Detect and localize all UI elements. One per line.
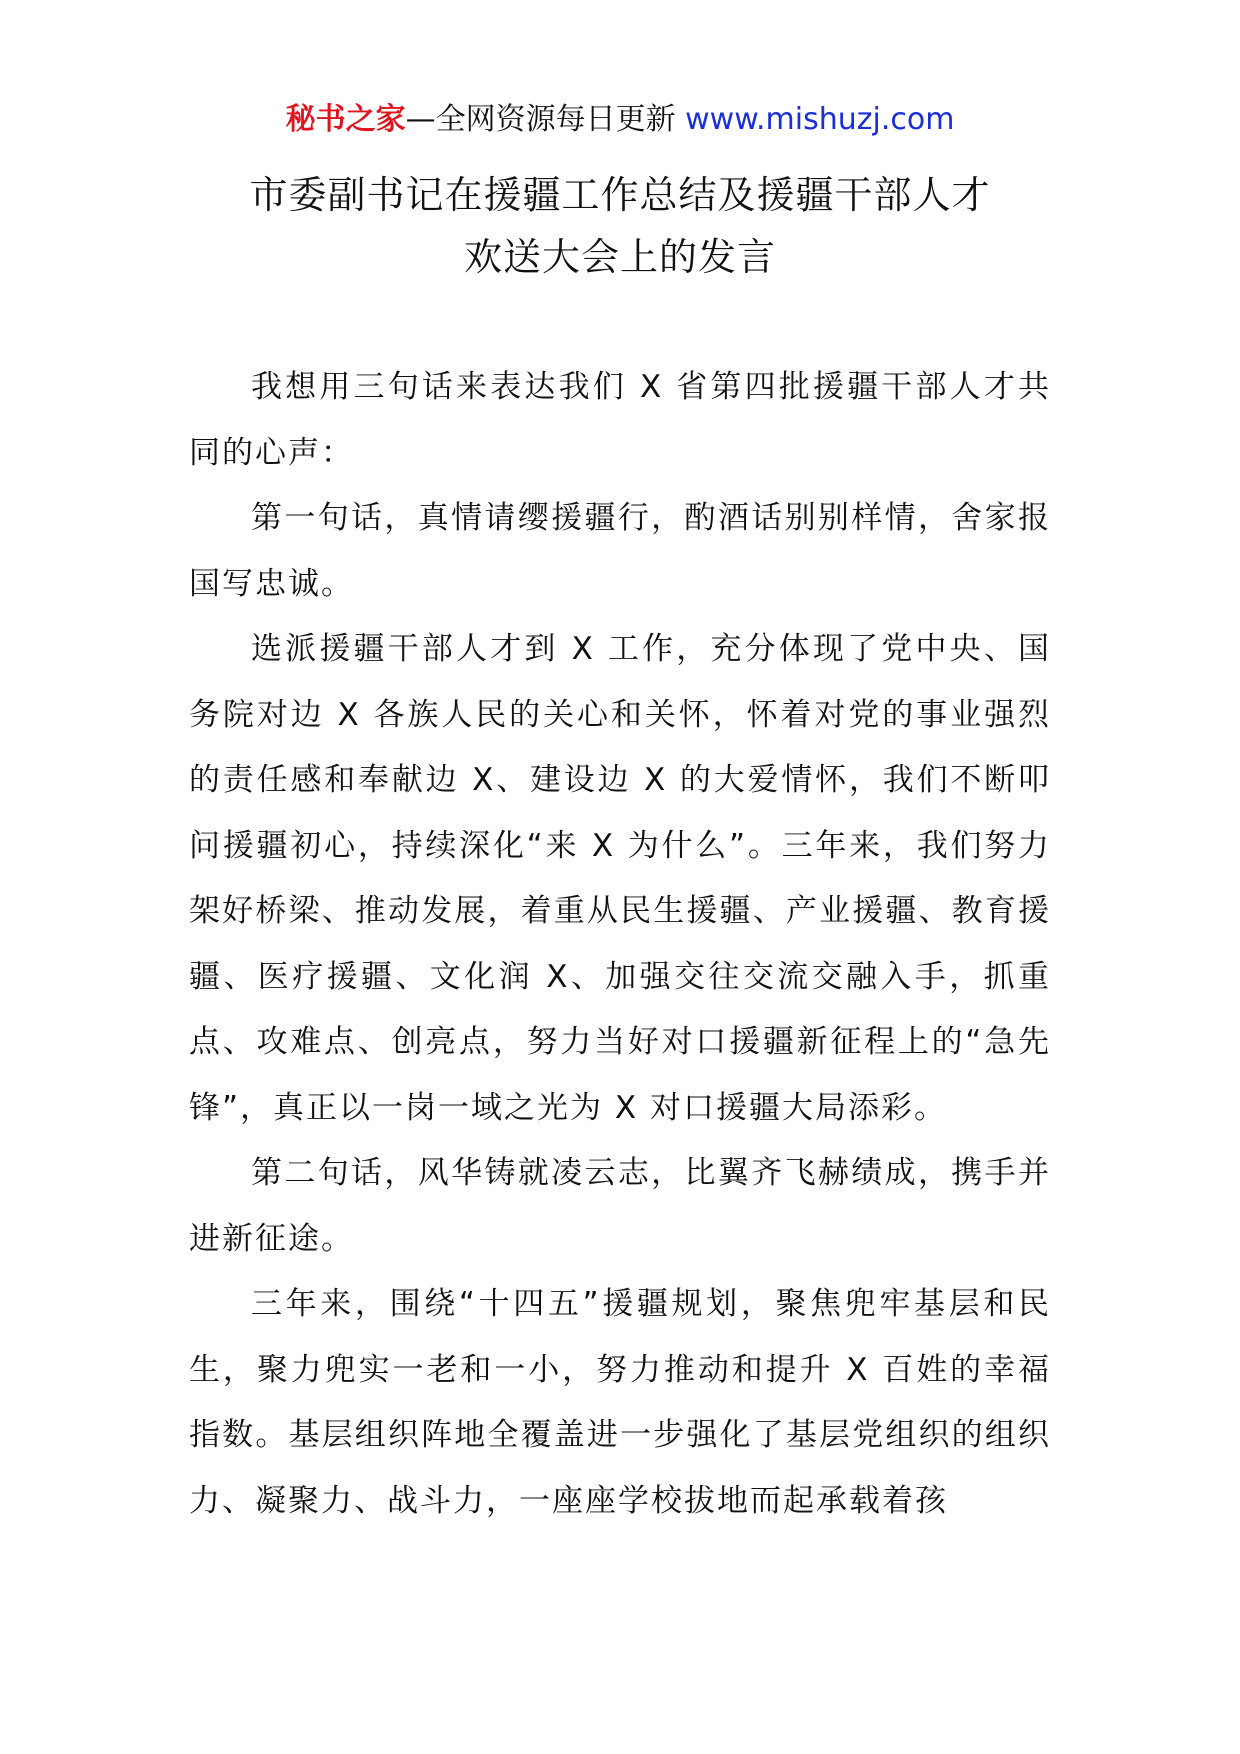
site-header <box>0 100 1240 140</box>
site-slogan: —全网资源每日更新 <box>405 102 686 137</box>
document-body <box>189 355 1051 1534</box>
title-line-2: 欢送大会上的发言 <box>463 235 776 279</box>
document-title <box>0 164 1240 288</box>
site-url-link[interactable]: www.mishuzj.com <box>685 102 955 137</box>
paragraph: 第一句话，真情请缨援疆行，酌酒话别别样情，舍家报国写忠诚。 <box>189 500 1051 602</box>
title-line-1: 市委副书记在援疆工作总结及援疆干部人才 <box>249 173 991 217</box>
site-brand: 秘书之家 <box>285 102 406 137</box>
paragraph: 选派援疆干部人才到 X 工作，充分体现了党中央、国务院对边 X 各族人民的关心和关怀，怀着对党的事业强烈的责任感和奉献边 X、建设边 X 的大爱情怀，我们不断叩问援疆初心，持续深化“来 X 为什么”。三年来，我们努力架好桥梁、推动发展，着重从民生援疆、产业援疆、教育援疆、医疗援疆、文化润 X、加强交往交流交融入手，抓重点、攻难点、创亮点，努力当好对口援疆新征程上的“急先锋”，真正以一岗一域之光为 X 对口援疆大局添彩。 <box>189 631 1051 1126</box>
paragraph: 三年来，围绕“十四五”援疆规划，聚焦兜牢基层和民生，聚力兜实一老和一小，努力推动和提升 X 百姓的幸福指数。基层组织阵地全覆盖进一步强化了基层党组织的组织力、凝聚力、战斗力，一座座学校拔地而起承载着孩 <box>189 1286 1051 1519</box>
paragraph: 第二句话，风华铸就凌云志，比翼齐飞赫绩成，携手并进新征途。 <box>189 1155 1051 1257</box>
paragraph: 我想用三句话来表达我们 X 省第四批援疆干部人才共同的心声： <box>189 369 1051 471</box>
